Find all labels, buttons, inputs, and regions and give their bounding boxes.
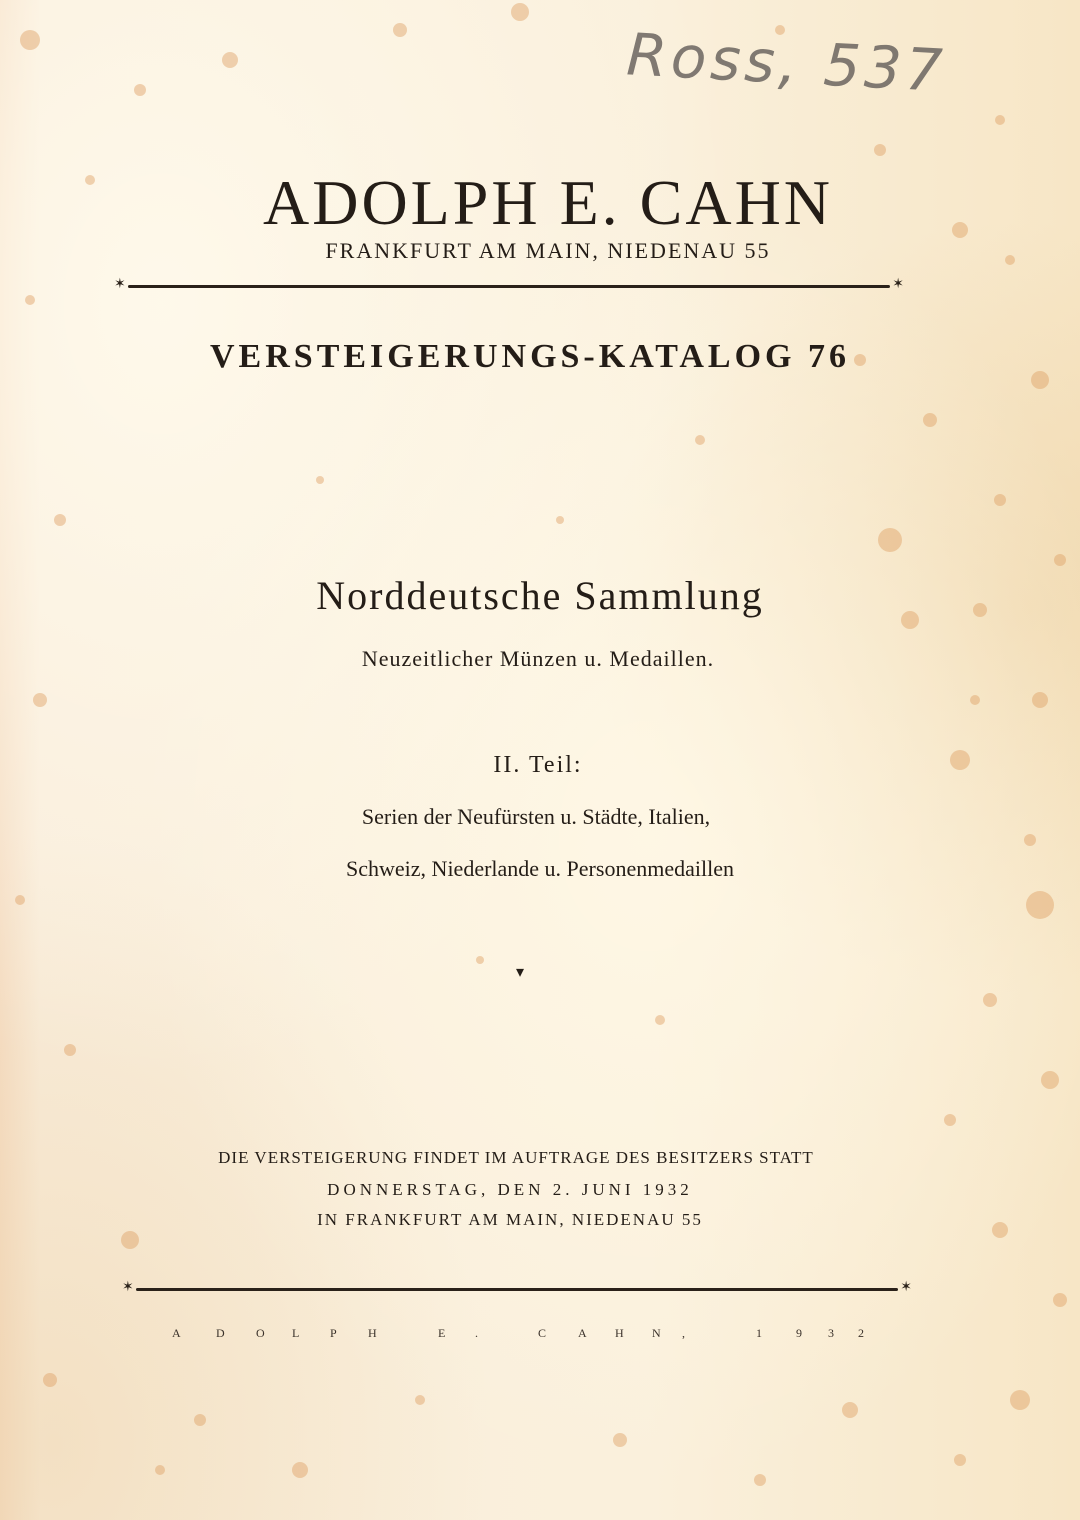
footer-letter: A bbox=[578, 1326, 587, 1340]
stain-spot bbox=[15, 895, 25, 905]
collection-subtitle: Neuzeitlicher Münzen u. Medaillen. bbox=[361, 646, 715, 671]
stain-spot bbox=[754, 1474, 766, 1486]
stain-spot bbox=[994, 494, 1006, 506]
footer-letter: D bbox=[216, 1326, 225, 1340]
stain-spot bbox=[842, 1402, 858, 1418]
stain-spot bbox=[613, 1433, 627, 1447]
top-divider-rule bbox=[114, 276, 904, 292]
stain-spot bbox=[695, 435, 705, 445]
stain-spot bbox=[1041, 1071, 1059, 1089]
stain-spot bbox=[874, 144, 886, 156]
stain-spot bbox=[878, 528, 902, 552]
stain-spot bbox=[655, 1015, 665, 1025]
footer-letter: P bbox=[330, 1326, 337, 1340]
stain-spot bbox=[415, 1395, 425, 1405]
footer-letter: L bbox=[292, 1326, 300, 1340]
footer-letter: 9 bbox=[796, 1326, 802, 1340]
stain-spot bbox=[316, 476, 324, 484]
auction-date: DONNERSTAG, DEN 2. JUNI 1932 bbox=[327, 1180, 693, 1199]
footer-letter: , bbox=[682, 1326, 685, 1340]
footer-letter: N bbox=[652, 1326, 661, 1340]
stain-spot bbox=[1053, 1293, 1067, 1307]
stain-spot bbox=[944, 1114, 956, 1126]
star-ornament-icon: ✶ bbox=[892, 276, 904, 292]
stain-spot bbox=[923, 413, 937, 427]
part-label: II. Teil: bbox=[493, 752, 583, 778]
divider-line bbox=[128, 285, 890, 288]
stain-spot bbox=[511, 3, 529, 21]
footer-letter: H bbox=[615, 1326, 624, 1340]
footer-letter: O bbox=[256, 1326, 265, 1340]
stain-spot bbox=[134, 84, 146, 96]
collection-title: Norddeutsche Sammlung bbox=[316, 573, 764, 618]
firm-address: FRANKFURT AM MAIN, NIEDENAU 55 bbox=[325, 238, 771, 263]
star-ornament-icon: ✶ bbox=[122, 1279, 134, 1295]
handwritten-note: Ross, 537 bbox=[625, 20, 948, 106]
stain-spot bbox=[556, 516, 564, 524]
divider-line bbox=[136, 1288, 898, 1291]
series-description-line-1: Serien der Neufürsten u. Städte, Italien, bbox=[361, 804, 711, 829]
catalog-title: VERSTEIGERUNGS-KATALOG 76 bbox=[210, 338, 850, 375]
ornament-icon: ▾ bbox=[515, 962, 525, 981]
footer-letter: E bbox=[438, 1326, 446, 1340]
stain-spot bbox=[1024, 834, 1036, 846]
stain-spot bbox=[1032, 692, 1048, 708]
footer-letter: 2 bbox=[858, 1326, 864, 1340]
stain-spot bbox=[995, 115, 1005, 125]
stain-spot bbox=[1054, 554, 1066, 566]
stain-spot bbox=[64, 1044, 76, 1056]
footer-letter: H bbox=[368, 1326, 377, 1340]
stain-spot bbox=[1026, 891, 1054, 919]
footer-letter: 1 bbox=[756, 1326, 762, 1340]
star-ornament-icon: ✶ bbox=[900, 1279, 912, 1295]
stain-spot bbox=[393, 23, 407, 37]
publisher-footer bbox=[172, 1326, 872, 1350]
star-ornament-icon: ✶ bbox=[114, 276, 126, 292]
firm-name: ADOLPH E. CAHN bbox=[263, 167, 833, 238]
auction-location: IN FRANKFURT AM MAIN, NIEDENAU 55 bbox=[317, 1210, 703, 1229]
footer-letter: A bbox=[172, 1326, 181, 1340]
bottom-divider-rule bbox=[122, 1279, 912, 1295]
stain-spot bbox=[33, 693, 47, 707]
stain-spot bbox=[1010, 1390, 1030, 1410]
series-description-line-2: Schweiz, Niederlande u. Personenmedaillen bbox=[346, 856, 734, 881]
stain-spot bbox=[20, 30, 40, 50]
footer-letter: . bbox=[475, 1326, 478, 1340]
footer-letter: 3 bbox=[828, 1326, 834, 1340]
stain-spot bbox=[25, 295, 35, 305]
stain-spot bbox=[983, 993, 997, 1007]
stain-spot bbox=[222, 52, 238, 68]
footer-letter: C bbox=[538, 1326, 547, 1340]
stain-spot bbox=[970, 695, 980, 705]
stain-spot bbox=[954, 1454, 966, 1466]
stain-spot bbox=[194, 1414, 206, 1426]
stain-spot bbox=[121, 1231, 139, 1249]
stain-spot bbox=[155, 1465, 165, 1475]
stain-spot bbox=[43, 1373, 57, 1387]
auction-notice-line-1: DIE VERSTEIGERUNG FINDET IM AUFTRAGE DES BESITZERS STATT bbox=[218, 1148, 814, 1167]
stain-spot bbox=[54, 514, 66, 526]
stain-spot bbox=[292, 1462, 308, 1478]
